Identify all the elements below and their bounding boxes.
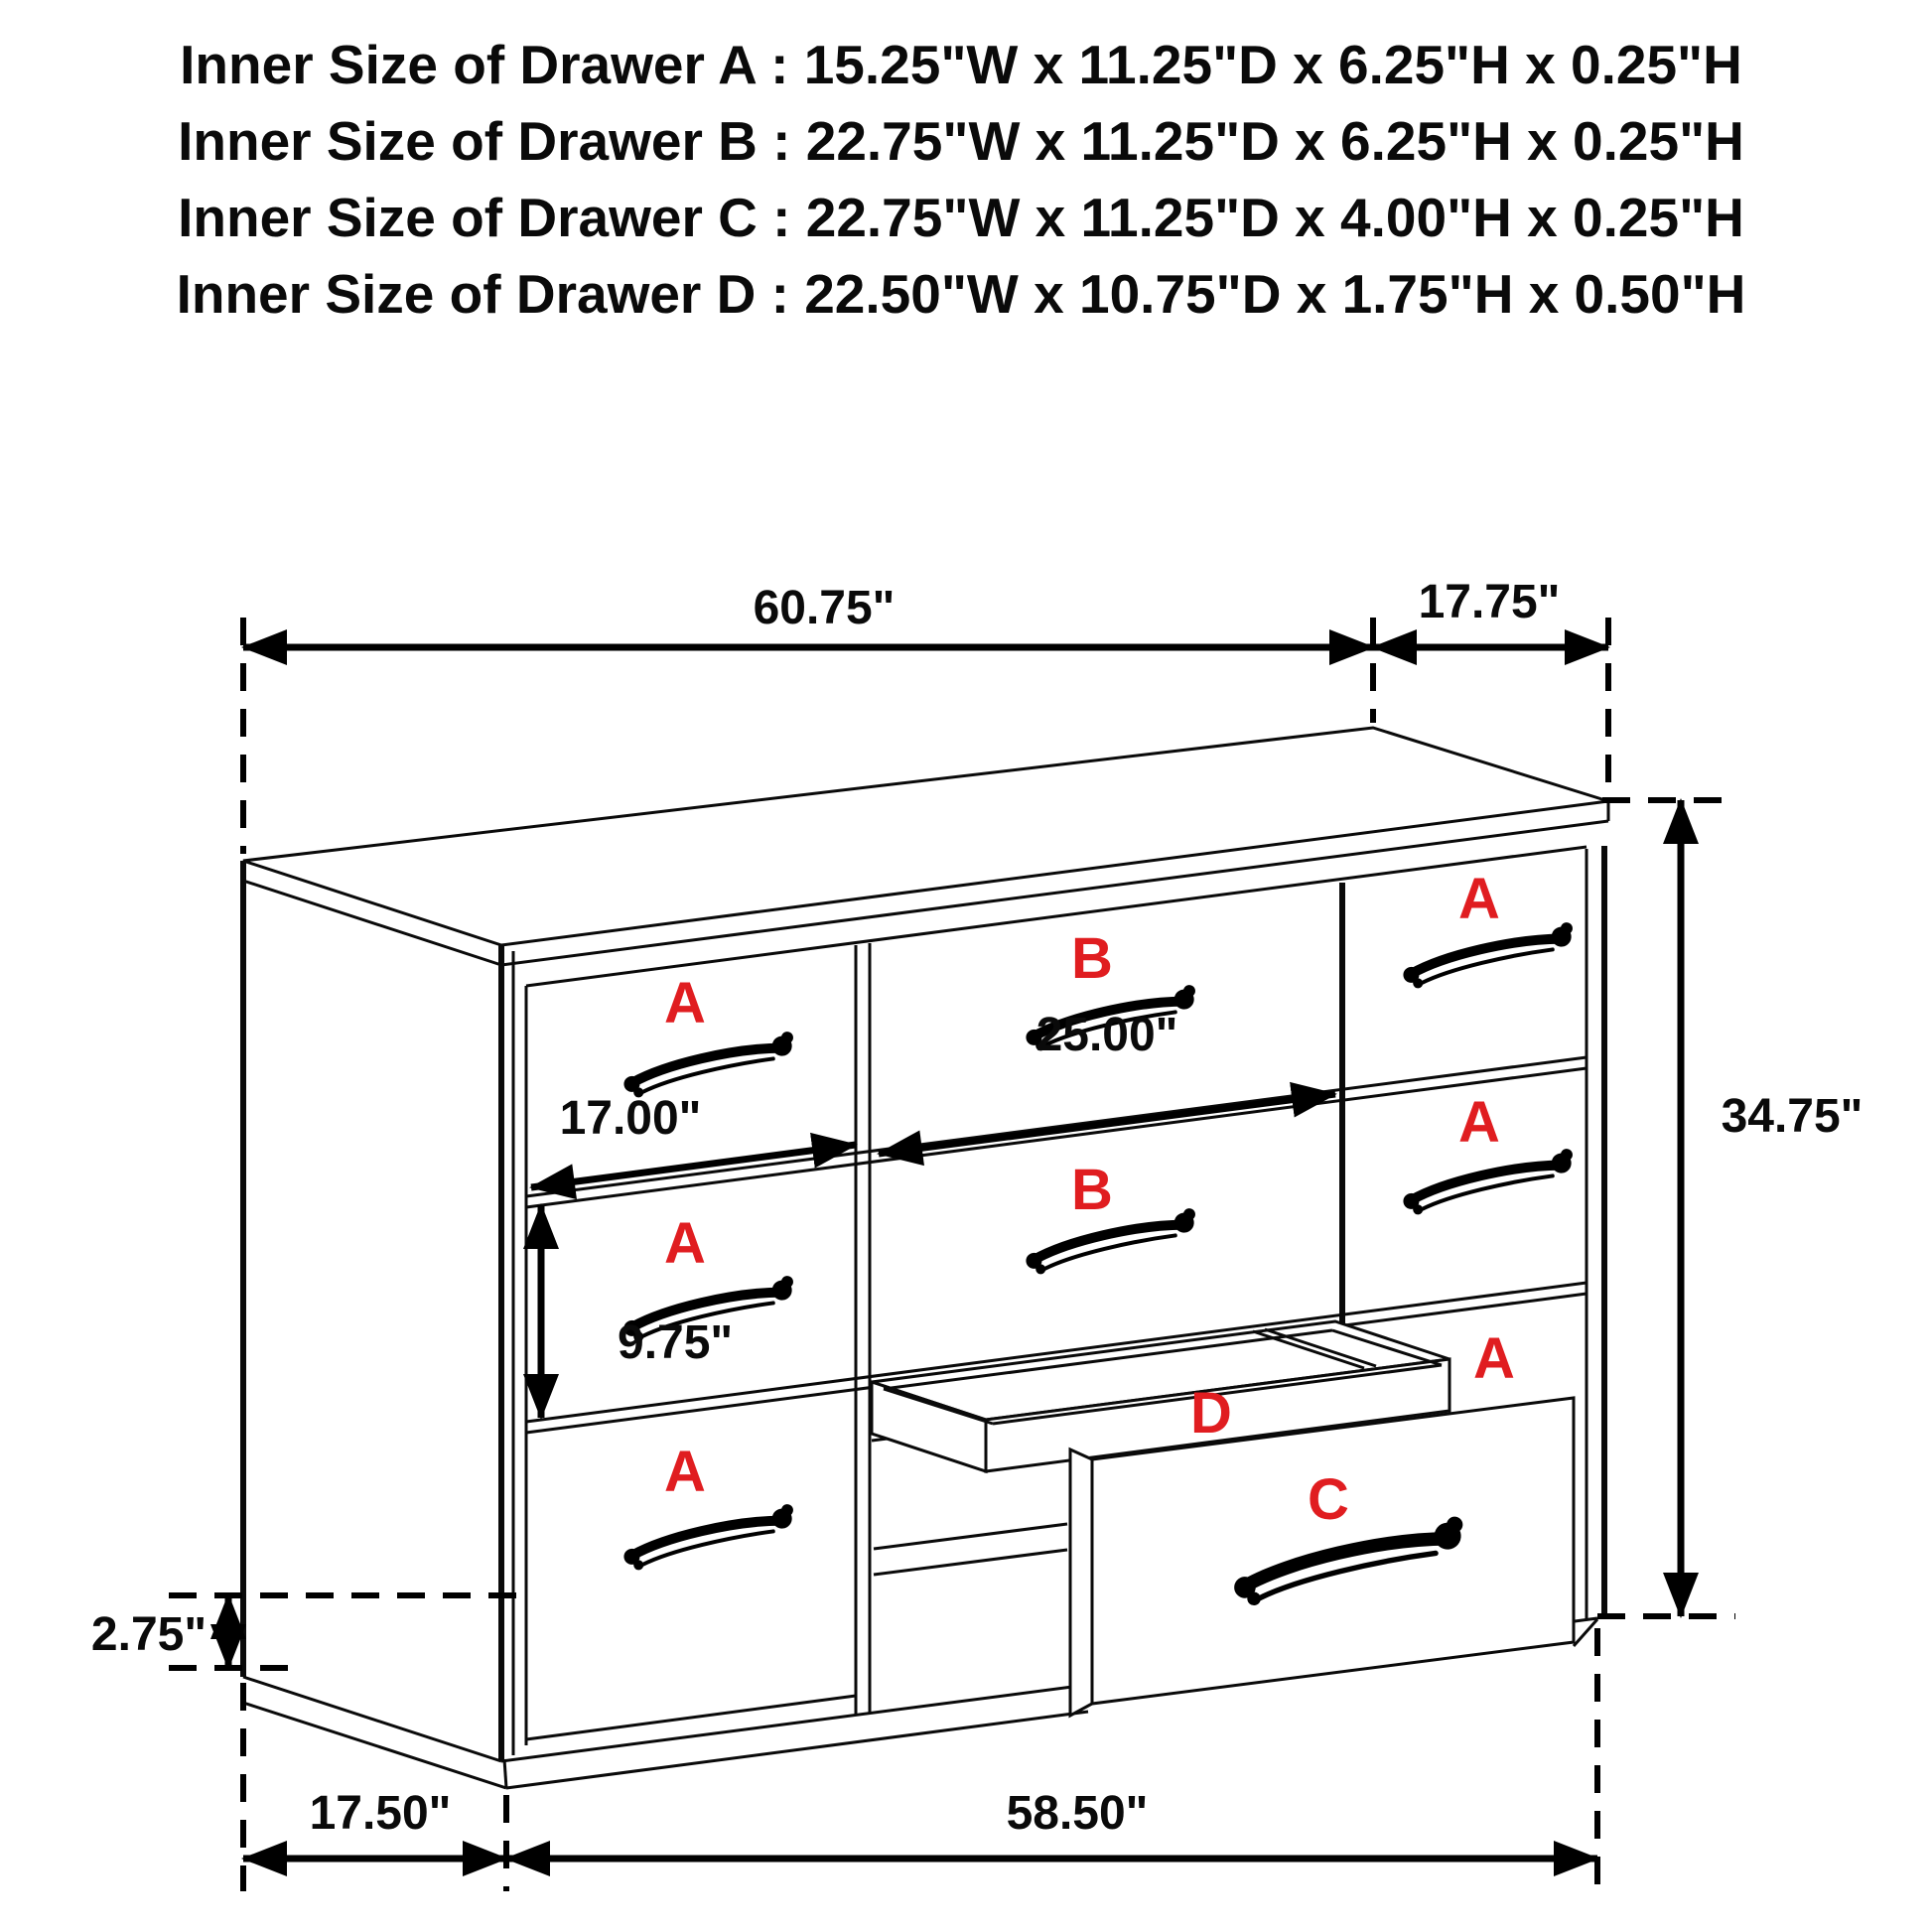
dim-bottom-depth: 17.50" bbox=[309, 1787, 452, 1840]
dim-overall-height: 34.75" bbox=[1721, 1090, 1863, 1143]
label-drawer-b-top: B bbox=[1071, 926, 1113, 991]
spec-line-d: Inner Size of Drawer D : 22.50"W x 10.75"D x 1.75"H x 0.50"H bbox=[176, 263, 1746, 325]
handle-a-left-top bbox=[621, 1032, 797, 1099]
spec-block bbox=[177, 34, 1746, 325]
label-drawer-c: C bbox=[1308, 1467, 1349, 1532]
label-drawer-a-left-middle: A bbox=[664, 1211, 706, 1276]
dim-bottom-width: 58.50" bbox=[1006, 1787, 1149, 1840]
label-drawer-a-right-bottom: A bbox=[1473, 1326, 1515, 1391]
dim-top-depth: 17.75" bbox=[1418, 576, 1561, 628]
label-drawer-d: D bbox=[1190, 1381, 1232, 1446]
label-drawer-b-bottom: B bbox=[1071, 1158, 1113, 1222]
spec-line-a: Inner Size of Drawer A : 15.25"W x 11.25"D x 6.25"H x 0.25"H bbox=[180, 34, 1742, 95]
dim-base-height: 2.75" bbox=[90, 1608, 207, 1661]
dim-drawer-a-width: 17.00" bbox=[559, 1092, 702, 1145]
label-drawer-a-right-top: A bbox=[1458, 867, 1500, 931]
dim-drawer-b-width: 25.00" bbox=[1035, 1009, 1178, 1061]
dim-top-width: 60.75" bbox=[753, 582, 896, 634]
label-drawer-a-right-middle: A bbox=[1458, 1090, 1500, 1155]
handle-a-right-middle bbox=[1400, 1149, 1577, 1216]
handle-a-left-bottom bbox=[621, 1504, 797, 1572]
spec-line-b: Inner Size of Drawer B : 22.75"W x 11.25"D x 6.25"H x 0.25"H bbox=[178, 110, 1744, 172]
label-drawer-a-left-top: A bbox=[664, 971, 706, 1035]
label-drawer-a-left-bottom: A bbox=[664, 1440, 706, 1504]
handle-a-right-top bbox=[1400, 922, 1577, 990]
dim-drawer-a-height: 9.75" bbox=[618, 1316, 734, 1369]
spec-line-c: Inner Size of Drawer C : 22.75"W x 11.25"D x 4.00"H x 0.25"H bbox=[178, 187, 1744, 248]
